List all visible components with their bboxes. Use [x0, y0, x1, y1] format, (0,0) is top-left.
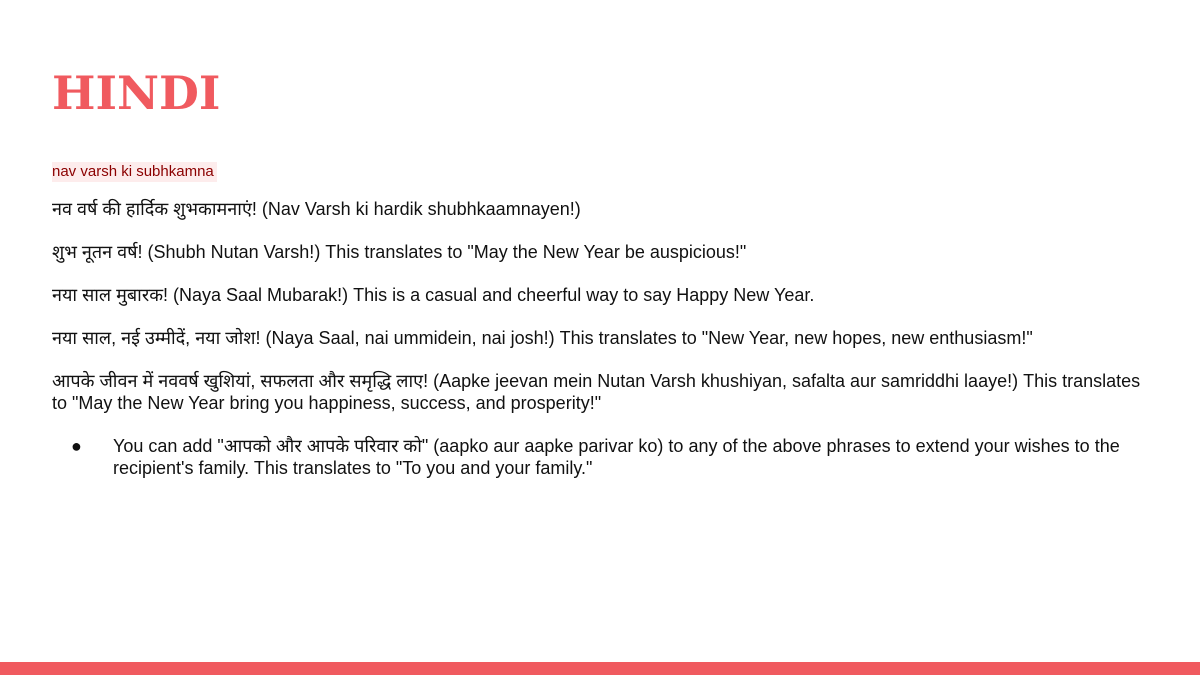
bullet-dot-icon: ● [71, 436, 82, 456]
bottom-accent-bar [0, 662, 1200, 675]
bullet-list [52, 435, 1142, 479]
slide-subtitle: nav varsh ki subhkamna [52, 162, 217, 182]
phrase-paragraph: नया साल मुबारक! (Naya Saal Mubarak!) This is a casual and cheerful way to say Happy New Year. [52, 285, 815, 305]
phrase-paragraph: आपके जीवन में नववर्ष खुशियां, सफलता और समृद्धि लाए! (Aapke jeevan mein Nutan Varsh khushiyan, safalta aur samriddhi laaye!) This translates to "May the New Year bring you happiness, success, and prosperity!" [52, 371, 1141, 413]
slide-title: HINDI [52, 66, 221, 120]
bullet-text: You can add "आपको और आपके परिवार को" (aapko aur aapke parivar ko) to any of the above phrases to extend your wishes to the recipient's family. This translates to "To you and your family." [113, 436, 1120, 478]
slide-body [52, 198, 1142, 479]
phrase-paragraph: नव वर्ष की हार्दिक शुभकामनाएं! (Nav Varsh ki hardik shubhkaamnayen!) [52, 199, 581, 219]
phrase-paragraph: नया साल, नई उम्मीदें, नया जोश! (Naya Saal, nai ummidein, nai josh!) This translates to "New Year, new hopes, new enthusiasm!" [52, 328, 1033, 348]
phrase-paragraph: शुभ नूतन वर्ष! (Shubh Nutan Varsh!) This translates to "May the New Year be auspicious!" [52, 242, 747, 262]
bullet-item [52, 435, 1142, 479]
